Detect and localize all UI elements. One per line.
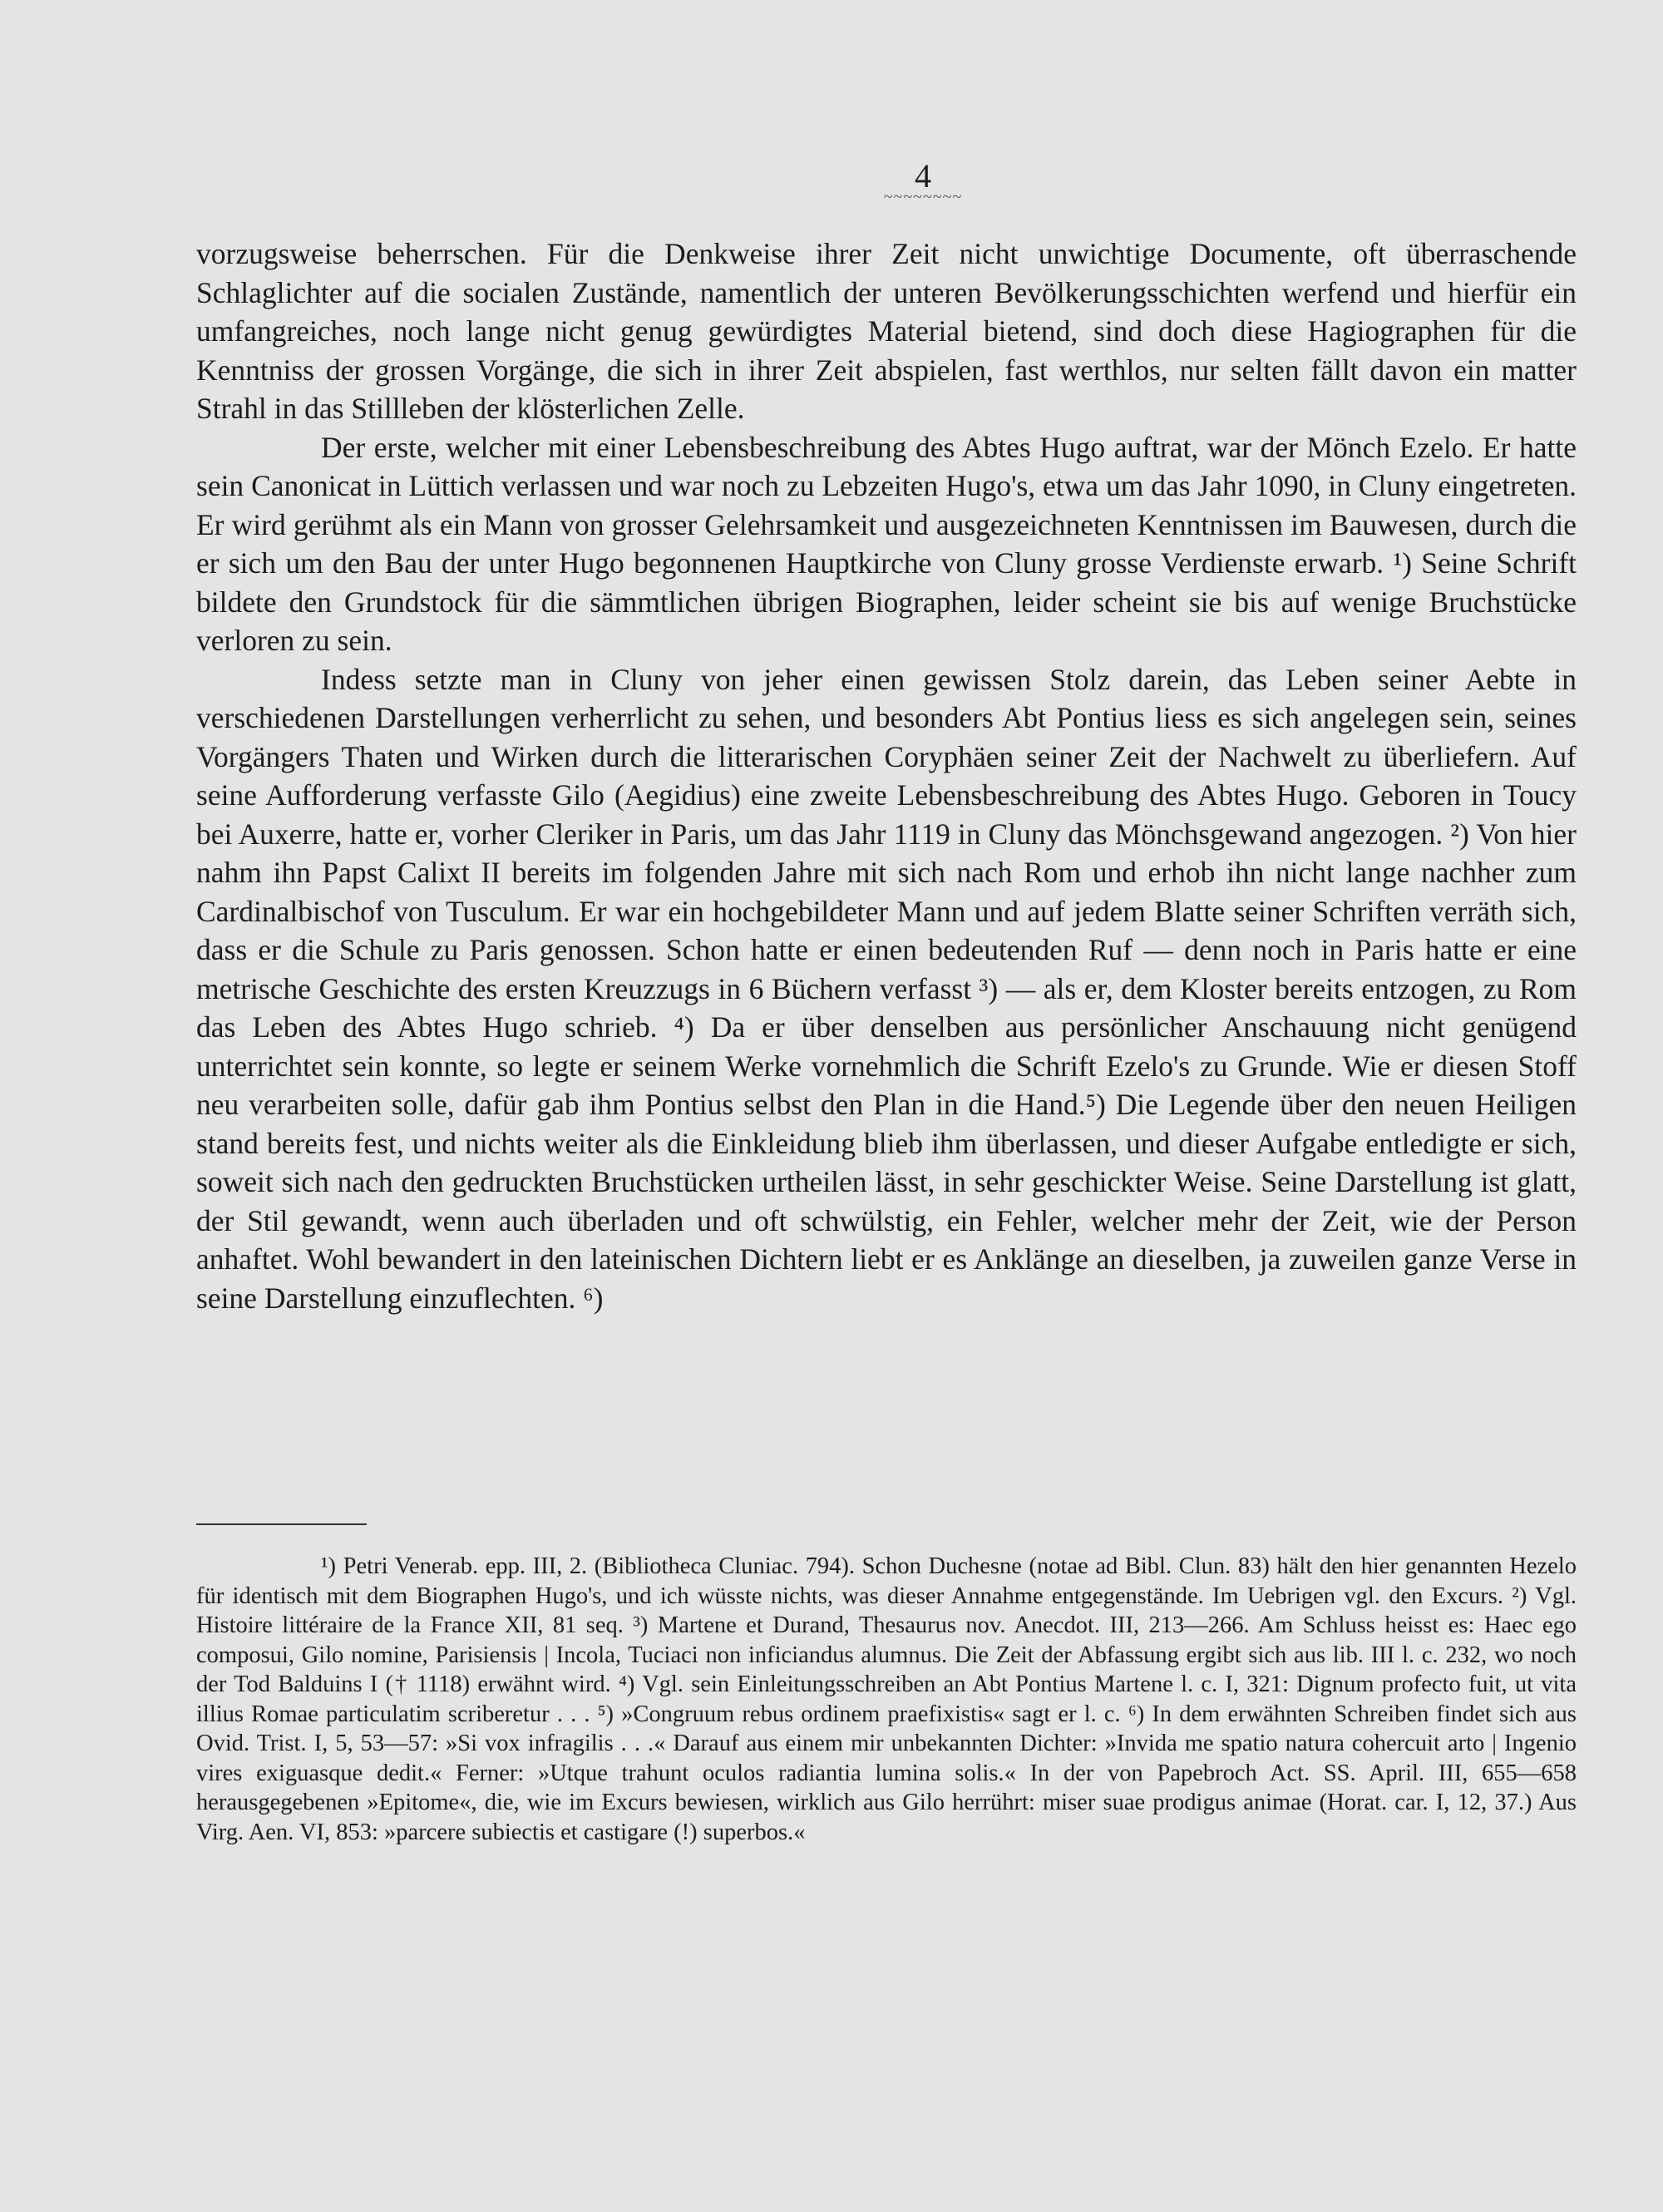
paragraph-1: vorzugsweise beherrschen. Für die Denkweise ihrer Zeit nicht unwichtige Documente, oft überraschende Schlaglichter auf die socialen Zustände, namentlich der unteren Bevölkerungsschichten werfend und hierfür ein umfangreiches, noch lange nicht genug gewürdigtes Material bietend, sind doch diese Hagiographen für die Kenntniss der grossen Vorgänge, die sich in ihrer Zeit abspielen, fast werthlos, nur selten fällt davon ein matter Strahl in das Stillleben der klösterlichen Zelle. <box>196 237 1577 425</box>
body-text <box>196 235 1577 1317</box>
page-number: 4 <box>915 157 931 195</box>
paragraph-3: Indess setzte man in Cluny von jeher einen gewissen Stolz darein, das Leben seiner Aebte in verschiedenen Darstellungen verherrlicht zu sehen, und besonders Abt Pontius liess es sich angelegen sein, seines Vorgängers Thaten und Wirken durch die litterarischen Coryphäen seiner Zeit der Nachwelt zu überliefern. Auf seine Aufforderung verfasste Gilo (Aegidius) eine zweite Lebensbeschreibung des Abtes Hugo. Geboren in Toucy bei Auxerre, hatte er, vorher Cleriker in Paris, um das Jahr 1119 in Cluny das Mönchsgewand angezogen. ²) Von hier nahm ihn Papst Calixt II bereits im folgenden Jahre mit sich nach Rom und erhob ihn nicht lange nachher zum Cardinalbischof von Tusculum. Er war ein hochgebildeter Mann und auf jedem Blatte seiner Schriften verräth sich, dass er die Schule zu Paris genossen. Schon hatte er einen bedeutenden Ruf — denn noch in Paris hatte er eine metrische Geschichte des ersten Kreuzzugs in 6 Büchern verfasst ³) — als er, dem Kloster bereits entzogen, zu Rom das Leben des Abtes Hugo schrieb. ⁴) Da er über denselben aus persönlicher Anschauung nicht genügend unterrichtet sein konnte, so legte er seinem Werke vornehmlich die Schrift Ezelo's zu Grunde. Wie er diesen Stoff neu verarbeiten solle, dafür gab ihm Pontius selbst den Plan in die Hand.⁵) Die Legende über den neuen Heiligen stand bereits fest, und nichts weiter als die Einkleidung blieb ihm überlassen, und dieser Aufgabe entledigte er sich, soweit sich nach den gedruckten Bruchstücken urtheilen lässt, in sehr geschickter Weise. Seine Darstellung ist glatt, der Stil gewandt, wenn auch überladen und oft schwülstig, ein Fehler, welcher mehr der Zeit, wie der Person anhaftet. Wohl bewandert in den lateinischen Dichtern liebt er es Anklänge an dieselben, ja zuweilen ganze Verse in seine Darstellung einzuflechten. ⁶) <box>196 662 1577 1315</box>
footnotes <box>196 1552 1577 1847</box>
footnote-text: ¹) Petri Venerab. epp. III, 2. (Bibliotheca Cluniac. 794). Schon Duchesne (notae ad Bibl. Clun. 83) hält den hier genannten Hezelo für identisch mit dem Biographen Hugo's, und ich wüsste nichts, was dieser Annahme entgegenstände. Im Uebrigen vgl. den Excurs. ²) Vgl. Histoire littéraire de la France XII, 81 seq. ³) Martene et Durand, Thesaurus nov. Anecdot. III, 213—266. Am Schluss heisst es: Haec ego composui, Gilo nomine, Parisiensis | Incola, Tuciaci non inficiandus alumnus. Die Zeit der Abfassung ergibt sich aus lib. III l. c. 232, wo noch der Tod Balduins I († 1118) erwähnt wird. ⁴) Vgl. sein Einleitungsschreiben an Abt Pontius Martene l. c. I, 321: Dignum profecto fuit, ut vita illius Romae particulatim scriberetur . . . ⁵) »Congruum rebus ordinem praefixistis« sagt er l. c. ⁶) In dem erwähnten Schreiben findet sich aus Ovid. Trist. I, 5, 53—57: »Si vox infragilis . . .« Darauf aus einem mir unbekannten Dichter: »Invida me spatio natura cohercuit arto | Ingenio vires exiguasque dedit.« Ferner: »Utque trahunt oculos radiantia lumina solis.« In der von Papebroch Act. SS. April. III, 655—658 herausgegebenen »Epitome«, die, wie im Excurs bewiesen, wirklich aus Gilo herrührt: miser suae prodigus animae (Horat. car. I, 12, 37.) Aus Virg. Aen. VI, 853: »parcere subiectis et castigare (!) superbos.« <box>196 1553 1577 1845</box>
paragraph-2: Der erste, welcher mit einer Lebensbeschreibung des Abtes Hugo auftrat, war der Mönch Ezelo. Er hatte sein Canonicat in Lüttich verlassen und war noch zu Lebzeiten Hugo's, etwa um das Jahr 1090, in Cluny eingetreten. Er wird gerühmt als ein Mann von grosser Gelehrsamkeit und ausgezeichneten Kenntnissen im Bauwesen, durch die er sich um den Bau der unter Hugo begonnenen Hauptkirche von Cluny grosse Verdienste erwarb. ¹) Seine Schrift bildete den Grundstock für die sämmtlichen übrigen Biographen, leider scheint sie bis auf wenige Bruchstücke verloren zu sein. <box>196 430 1577 657</box>
footnote-separator <box>196 1523 367 1525</box>
page-number-ornament: ~~~~~~~~ <box>883 188 963 206</box>
